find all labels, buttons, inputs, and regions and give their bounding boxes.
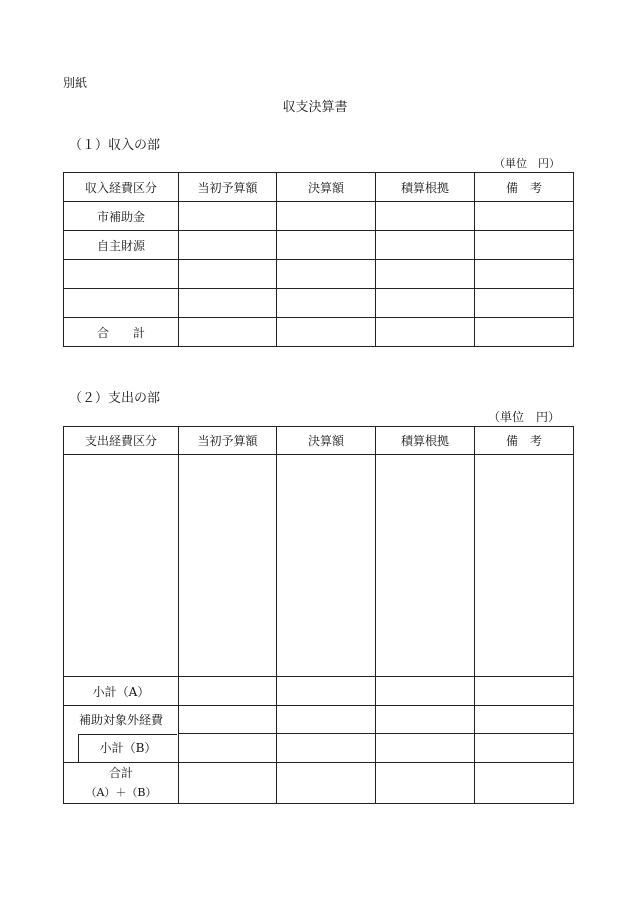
expenditure-row-total (64, 763, 574, 804)
table-cell (179, 231, 277, 260)
income-header-row (64, 173, 574, 202)
income-total-label: 合 計 (64, 318, 179, 347)
table-cell (475, 763, 574, 804)
income-header-basis: 積算根拠 (376, 173, 475, 202)
income-row-label: 自主財源 (64, 231, 179, 260)
table-cell (475, 734, 574, 763)
subtotal-a-label: 小計（A） (64, 677, 179, 706)
income-row-total (64, 318, 574, 347)
expenditure-table (63, 426, 574, 804)
attachment-label: 別紙 (63, 76, 88, 90)
income-header-category: 収入経費区分 (64, 173, 179, 202)
non-eligible-expenses-label: 補助対象外経費 (64, 706, 179, 734)
income-header-initial-budget: 当初予算額 (179, 173, 277, 202)
table-cell (475, 289, 574, 318)
table-cell (277, 289, 376, 318)
table-cell (277, 202, 376, 231)
expenditure-body-row (64, 455, 574, 677)
table-cell (277, 318, 376, 347)
table-cell (179, 202, 277, 231)
table-cell (179, 677, 277, 706)
expenditure-header-category: 支出経費区分 (64, 427, 179, 455)
expenditure-row-subtotal-b (64, 734, 574, 763)
subtotal-b-text: 小計（B） (99, 741, 157, 756)
table-cell (376, 202, 475, 231)
subtotal-b-indent-top-line (78, 734, 177, 735)
income-row-own-funds (64, 231, 574, 260)
income-header-remarks: 備 考 (475, 173, 574, 202)
table-cell (475, 455, 574, 677)
subtotal-b-label (64, 734, 179, 763)
table-cell (179, 734, 277, 763)
expenditure-header-basis: 積算根拠 (376, 427, 475, 455)
table-cell (376, 677, 475, 706)
table-cell (376, 763, 475, 804)
table-cell (376, 706, 475, 734)
table-cell (376, 231, 475, 260)
table-cell (179, 289, 277, 318)
table-cell (179, 763, 277, 804)
table-cell (475, 706, 574, 734)
table-cell (179, 706, 277, 734)
table-cell (179, 260, 277, 289)
table-cell (475, 318, 574, 347)
total-label: 合計 (108, 766, 133, 780)
document-title: 収支決算書 (282, 100, 348, 115)
table-cell (277, 455, 376, 677)
table-cell (277, 734, 376, 763)
table-cell (179, 455, 277, 677)
subtotal-b-indent-line (78, 734, 79, 762)
table-cell (277, 706, 376, 734)
table-cell (179, 318, 277, 347)
table-cell (376, 260, 475, 289)
income-row-label: 市補助金 (64, 202, 179, 231)
table-cell (376, 734, 475, 763)
income-unit-label: （単位 円） (494, 157, 560, 170)
table-cell (376, 318, 475, 347)
expenditure-header-remarks: 備 考 (475, 427, 574, 455)
total-formula: （A）＋（B） (85, 786, 157, 799)
table-cell (64, 455, 179, 677)
table-cell (475, 231, 574, 260)
table-cell (475, 260, 574, 289)
table-cell (475, 202, 574, 231)
expenditure-header-settlement: 決算額 (277, 427, 376, 455)
table-cell (475, 677, 574, 706)
table-cell (277, 677, 376, 706)
income-row-label (64, 260, 179, 289)
expenditure-header-row (64, 427, 574, 455)
table-cell (277, 763, 376, 804)
total-label-cell (64, 763, 179, 804)
table-cell (277, 231, 376, 260)
income-section-heading: （１）収入の部 (69, 138, 161, 153)
expenditure-header-initial-budget: 当初予算額 (179, 427, 277, 455)
income-row-label (64, 289, 179, 318)
income-row-city-subsidy (64, 202, 574, 231)
income-header-settlement: 決算額 (277, 173, 376, 202)
income-row-blank (64, 260, 574, 289)
table-cell (376, 289, 475, 318)
expenditure-unit-label: （単位 円） (487, 410, 560, 424)
expenditure-row-subtotal-a (64, 677, 574, 706)
income-table (63, 172, 574, 347)
expenditure-row-non-eligible (64, 706, 574, 734)
table-cell (277, 260, 376, 289)
expenditure-section-heading: （２）支出の部 (69, 391, 161, 406)
income-row-blank (64, 289, 574, 318)
table-cell (376, 455, 475, 677)
